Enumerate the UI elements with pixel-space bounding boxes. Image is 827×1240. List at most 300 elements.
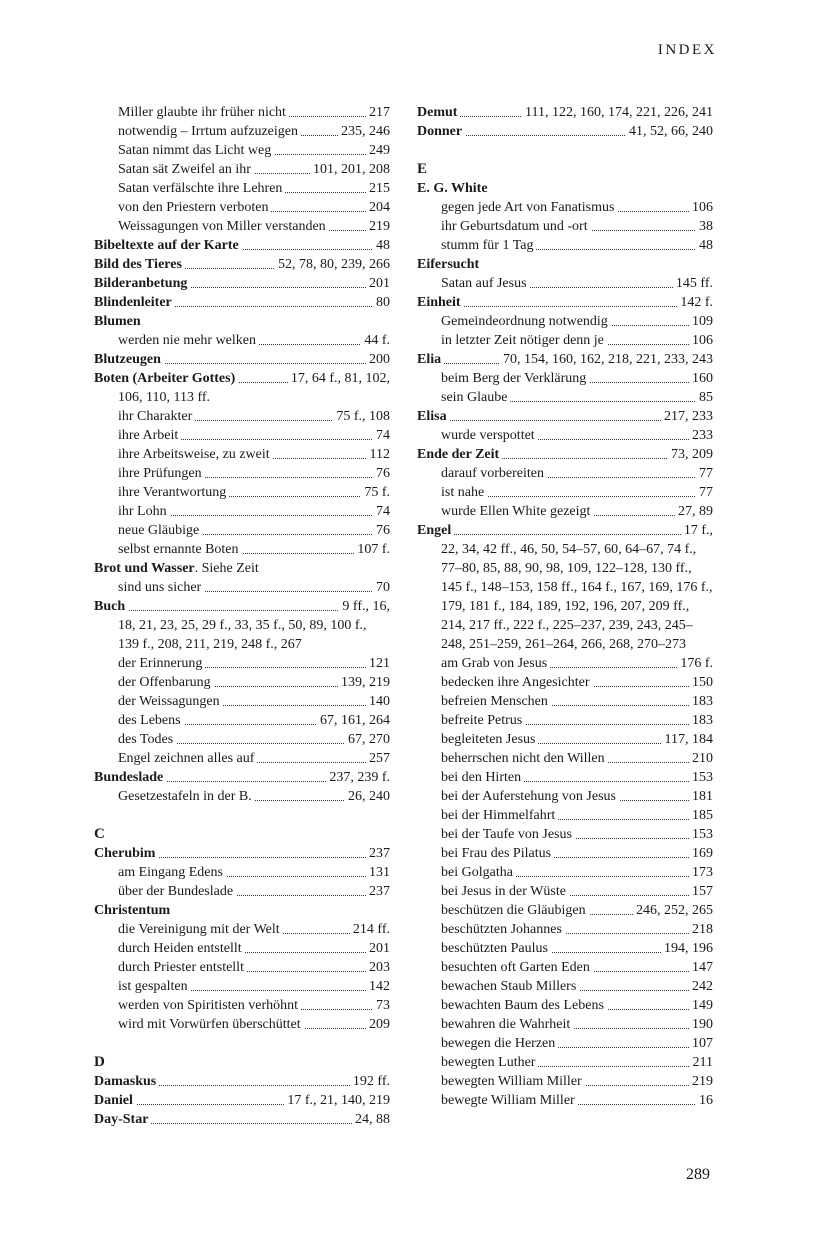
entry-page-refs: 74 (373, 502, 390, 521)
entry-term: ihre Arbeit (118, 426, 181, 445)
entry-term: sind uns sicher (118, 578, 204, 597)
entry-term (94, 369, 238, 388)
index-subentry (94, 578, 390, 597)
entry-term: Satan auf Jesus (441, 274, 530, 293)
index-entry (94, 768, 390, 787)
index-subentry (94, 787, 390, 806)
entry-page-refs: 233 (689, 426, 713, 445)
entry-term: Satan nimmt das Licht weg (118, 141, 274, 160)
entry-page-refs: 173 (689, 863, 713, 882)
entry-page-refs: 107 f. (354, 540, 390, 559)
index-entry (417, 179, 713, 198)
entry-term: ihre Verantwortung (118, 483, 229, 502)
index-subentry (417, 312, 713, 331)
entry-page-refs: 217, 233 (661, 407, 713, 426)
entry-page-refs: 203 (366, 958, 390, 977)
entry-term: Satan verfälschte ihre Lehren (118, 179, 285, 198)
entry-page-refs: 185 (689, 806, 713, 825)
entry-keyword: Engel (417, 523, 452, 538)
index-subentry (417, 464, 713, 483)
entry-page-refs: 147 (689, 958, 713, 977)
entry-keyword: Elia (417, 352, 442, 367)
index-entry (417, 521, 713, 540)
index-subentry (417, 882, 713, 901)
index-subentry (417, 673, 713, 692)
running-head: INDEX (657, 42, 717, 58)
index-entry (417, 255, 713, 274)
entry-keyword: Day-Star (94, 1112, 149, 1127)
page-number: 289 (686, 1166, 710, 1183)
entry-page-refs: 235, 246 (338, 122, 390, 141)
entry-page-refs: 112 (367, 445, 390, 464)
index-subentry (94, 198, 390, 217)
index-subentry (94, 730, 390, 749)
index-subentry (417, 654, 713, 673)
index-column-right (417, 103, 713, 1110)
index-subentry (94, 217, 390, 236)
entry-term: am Eingang Edens (118, 863, 226, 882)
entry-term (94, 1091, 136, 1110)
index-subentry (94, 711, 390, 730)
entry-page-refs: 77 (696, 464, 713, 483)
entry-term: bewahren die Wahrheit (441, 1015, 573, 1034)
entry-term: beim Berg der Verklärung (441, 369, 589, 388)
entry-page-refs: 85 (696, 388, 713, 407)
entry-term: Miller glaubte ihr früher nicht (118, 103, 289, 122)
index-subentry (94, 673, 390, 692)
index-subentry (94, 882, 390, 901)
entry-term (94, 844, 158, 863)
index-subentry (417, 901, 713, 920)
entry-term: am Grab von Jesus (441, 654, 550, 673)
entry-term: Gemeindeordnung notwendig (441, 312, 611, 331)
entry-page-refs: 183 (689, 711, 713, 730)
index-subentry (417, 1053, 713, 1072)
entry-page-refs: 106 (689, 198, 713, 217)
index-subentry (417, 996, 713, 1015)
index-entry (94, 1091, 390, 1110)
entry-term (94, 236, 242, 255)
entry-page-refs: 142 (366, 977, 390, 996)
entry-page-refs: 237, 239 f. (326, 768, 390, 787)
index-subentry (417, 1091, 713, 1110)
entry-keyword: Brot und Wasser (94, 561, 195, 576)
entry-page-refs: 237 (366, 844, 390, 863)
entry-page-refs: 204 (366, 198, 390, 217)
entry-page-refs: 190 (689, 1015, 713, 1034)
entry-page-refs: 9 ff., 16, (339, 597, 390, 616)
entry-page-refs: 109 (689, 312, 713, 331)
index-subentry (94, 502, 390, 521)
entry-page-refs: 77 (696, 483, 713, 502)
entry-keyword: Blindenleiter (94, 295, 172, 310)
index-subentry (417, 958, 713, 977)
entry-term: Engel zeichnen alles auf (118, 749, 257, 768)
entry-page-refs: 17 f., (681, 521, 713, 540)
entry-term (94, 312, 144, 331)
entry-page-refs: 117, 184 (662, 730, 713, 749)
index-letter-heading: D (94, 1054, 105, 1070)
entry-term: der Erinnerung (118, 654, 205, 673)
index-subentry (417, 198, 713, 217)
entry-page-refs: 237 (366, 882, 390, 901)
entry-term: bei der Auferstehung von Jesus (441, 787, 619, 806)
entry-term (417, 122, 465, 141)
index-subentry (417, 274, 713, 293)
entry-term: gegen jede Art von Fanatismus (441, 198, 617, 217)
index-subentry (417, 787, 713, 806)
index-subentry (94, 749, 390, 768)
index-subentry (94, 939, 390, 958)
entry-page-refs: 201 (366, 274, 390, 293)
index-subentry (417, 331, 713, 350)
entry-term: Gesetzestafeln in der B. (118, 787, 255, 806)
entry-term: bewachen Staub Millers (441, 977, 579, 996)
entry-page-refs: 214 ff. (350, 920, 390, 939)
entry-term: selbst ernannte Boten (118, 540, 242, 559)
entry-page-refs: 181 (689, 787, 713, 806)
entry-page-refs: 183 (689, 692, 713, 711)
entry-term (94, 255, 185, 274)
index-subentry (417, 806, 713, 825)
entry-page-refs: 75 f. (361, 483, 390, 502)
index-entry (94, 844, 390, 863)
entry-term: die Vereinigung mit der Welt (118, 920, 283, 939)
index-subentry (94, 1015, 390, 1034)
entry-page-refs: 41, 52, 66, 240 (626, 122, 713, 141)
entry-keyword: Bild des Tieres (94, 257, 182, 272)
entry-page-refs: 76 (373, 464, 390, 483)
index-entry (94, 236, 390, 255)
entry-page-refs: 142 f. (677, 293, 713, 312)
entry-page-refs: 139, 219 (338, 673, 390, 692)
entry-keyword: Demut (417, 105, 458, 120)
entry-term (94, 1072, 159, 1091)
entry-term: ihre Prüfungen (118, 464, 205, 483)
entry-term: durch Priester entstellt (118, 958, 247, 977)
index-subentry (417, 369, 713, 388)
entry-page-refs: 24, 88 (352, 1110, 390, 1129)
entry-keyword: Bibeltexte auf der Karte (94, 238, 239, 253)
index-subentry (417, 388, 713, 407)
entry-page-refs: 52, 78, 80, 239, 266 (275, 255, 390, 274)
index-subentry (417, 920, 713, 939)
entry-page-refs: 153 (689, 768, 713, 787)
index-subentry (94, 692, 390, 711)
entry-term (417, 293, 464, 312)
entry-page-refs: 44 f. (361, 331, 390, 350)
index-subentry (417, 825, 713, 844)
index-subentry (417, 844, 713, 863)
entry-term (94, 274, 190, 293)
index-subentry (417, 749, 713, 768)
entry-page-refs: 70 (373, 578, 390, 597)
entry-term: befreite Petrus (441, 711, 525, 730)
entry-page-refs: 80 (373, 293, 390, 312)
index-subentry (417, 730, 713, 749)
entry-term (417, 350, 444, 369)
index-subentry (94, 996, 390, 1015)
entry-page-refs: 26, 240 (345, 787, 390, 806)
entry-keyword: Cherubim (94, 846, 156, 861)
entry-term: Weissagungen von Miller verstanden (118, 217, 329, 236)
index-subentry (94, 654, 390, 673)
entry-term: ist nahe (441, 483, 487, 502)
entry-page-refs: 246, 252, 265 (633, 901, 713, 920)
index-entry (94, 274, 390, 293)
entry-term: beschützten Paulus (441, 939, 551, 958)
entry-page-refs: 101, 201, 208 (310, 160, 390, 179)
entry-term (94, 768, 166, 787)
index-subentry (417, 483, 713, 502)
index-subentry (94, 179, 390, 198)
entry-term: bedecken ihre Angesichter (441, 673, 593, 692)
entry-term: werden von Spiritisten verhöhnt (118, 996, 301, 1015)
index-subentry (417, 502, 713, 521)
index-subentry (94, 464, 390, 483)
index-entry (94, 350, 390, 369)
index-subentry (417, 863, 713, 882)
entry-page-refs: 145 ff. (673, 274, 713, 293)
index-entry (417, 350, 713, 369)
index-entry (94, 369, 390, 388)
entry-keyword: Buch (94, 599, 126, 614)
entry-term: bei Golgatha (441, 863, 516, 882)
entry-term (417, 521, 454, 540)
index-subentry (94, 407, 390, 426)
entry-page-refs: 140 (366, 692, 390, 711)
entry-keyword: Blutzeugen (94, 352, 161, 367)
entry-page-refs: 210 (689, 749, 713, 768)
entry-cross-reference: . Siehe Zeit (194, 561, 259, 576)
entry-term (94, 901, 173, 920)
index-subentry (94, 426, 390, 445)
index-subentry (417, 939, 713, 958)
entry-keyword: Blumen (94, 314, 141, 329)
entry-term: über der Bundeslade (118, 882, 236, 901)
entry-keyword: Bundeslade (94, 770, 164, 785)
entry-keyword: Christentum (94, 903, 171, 918)
index-entry (94, 597, 390, 616)
entry-term: Satan sät Zweifel an ihr (118, 160, 254, 179)
entry-page-refs: 67, 161, 264 (317, 711, 390, 730)
index-subentry (417, 426, 713, 445)
index-entry (417, 103, 713, 122)
index-subentry (94, 122, 390, 141)
entry-page-refs: 176 f. (677, 654, 713, 673)
entry-term (94, 597, 128, 616)
entry-page-refs: 219 (689, 1072, 713, 1091)
index-subentry (94, 540, 390, 559)
entry-term: bewegen die Herzen (441, 1034, 558, 1053)
entry-term: bei Jesus in der Wüste (441, 882, 569, 901)
entry-keyword: Ende der Zeit (417, 447, 500, 462)
entry-term: begleiteten Jesus (441, 730, 538, 749)
entry-term (417, 255, 482, 274)
index-subentry (94, 331, 390, 350)
entry-keyword: Daniel (94, 1093, 133, 1108)
index-subentry (94, 521, 390, 540)
index-entry (417, 293, 713, 312)
entry-page-refs: 75 f., 108 (333, 407, 390, 426)
index-subentry (94, 958, 390, 977)
entry-term (417, 407, 450, 426)
index-subentry (417, 977, 713, 996)
entry-term: wird mit Vorwürfen überschüttet (118, 1015, 304, 1034)
entry-keyword: Boten (Arbeiter Gottes) (94, 371, 236, 386)
entry-term: bewegten William Miller (441, 1072, 585, 1091)
index-subentry (94, 103, 390, 122)
index-subentry (417, 768, 713, 787)
index-entry (94, 1110, 390, 1129)
entry-term: bei Frau des Pilatus (441, 844, 554, 863)
entry-term (417, 179, 491, 198)
entry-page-refs: 209 (366, 1015, 390, 1034)
entry-term: der Offenbarung (118, 673, 214, 692)
index-subentry (94, 445, 390, 464)
entry-page-refs: 48 (373, 236, 390, 255)
entry-page-refs: 169 (689, 844, 713, 863)
entry-term: ist gespalten (118, 977, 191, 996)
index-subentry (417, 217, 713, 236)
entry-page-refs: 67, 270 (345, 730, 390, 749)
index-entry-continuation: 106, 110, 113 ff. (118, 390, 211, 405)
entry-term (417, 103, 460, 122)
entry-term: besuchten oft Garten Eden (441, 958, 593, 977)
entry-page-refs: 201 (366, 939, 390, 958)
entry-page-refs: 70, 154, 160, 162, 218, 221, 233, 243 (500, 350, 713, 369)
entry-keyword: E. G. White (417, 181, 488, 196)
entry-term: werden nie mehr welken (118, 331, 259, 350)
entry-term: des Lebens (118, 711, 184, 730)
index-subentry (417, 711, 713, 730)
entry-page-refs: 73 (373, 996, 390, 1015)
index-subentry (417, 1072, 713, 1091)
entry-term (94, 1110, 151, 1129)
entry-page-refs: 192 ff. (350, 1072, 390, 1091)
entry-page-refs: 200 (366, 350, 390, 369)
entry-term: ihre Arbeitsweise, zu zweit (118, 445, 273, 464)
index-subentry (417, 1034, 713, 1053)
entry-term: beherrschen nicht den Willen (441, 749, 608, 768)
entry-term: durch Heiden entstellt (118, 939, 245, 958)
entry-page-refs: 38 (696, 217, 713, 236)
index-subentry (94, 863, 390, 882)
entry-term: beschützten Johannes (441, 920, 565, 939)
entry-page-refs: 150 (689, 673, 713, 692)
entry-page-refs: 111, 122, 160, 174, 221, 226, 241 (522, 103, 713, 122)
entry-keyword: Eifersucht (417, 257, 480, 272)
index-entry (94, 901, 390, 920)
index-entry (94, 1072, 390, 1091)
entry-keyword: Einheit (417, 295, 461, 310)
entry-term (94, 350, 164, 369)
index-subentry (417, 236, 713, 255)
entry-term: bewegten Luther (441, 1053, 538, 1072)
entry-page-refs: 194, 196 (661, 939, 713, 958)
index-subentry (94, 920, 390, 939)
entry-term: ihr Geburtsdatum und -ort (441, 217, 591, 236)
index-subentry (94, 483, 390, 502)
entry-page-refs: 121 (366, 654, 390, 673)
entry-page-refs: 219 (366, 217, 390, 236)
index-entry (417, 122, 713, 141)
entry-term (94, 293, 175, 312)
entry-page-refs: 73, 209 (668, 445, 713, 464)
index-entry-continuation: 22, 34, 42 ff., 46, 50, 54–57, 60, 64–67, 74 f., 77–80, 85, 88, 90, 98, 109, 122–128, 130 ff., 145 f., 148–153, 158 ff., 164 f., 167, 169, 176 f., 179, 181 f., 184, 189, 192, 196, 207, 209 ff., 214, 217 ff., 222 f., 225–237, 239, 243, 245–248, 251–259, 261–264, 266, 268, 270–273 (441, 542, 713, 652)
entry-term: des Todes (118, 730, 176, 749)
entry-page-refs: 249 (366, 141, 390, 160)
entry-term: ihr Charakter (118, 407, 195, 426)
entry-term: befreien Menschen (441, 692, 551, 711)
entry-term: notwendig – Irrtum aufzuzeigen (118, 122, 301, 141)
entry-term: wurde Ellen White gezeigt (441, 502, 593, 521)
entry-term: bei der Himmelfahrt (441, 806, 558, 825)
entry-page-refs: 48 (696, 236, 713, 255)
index-entry (417, 407, 713, 426)
entry-term: bewegte William Miller (441, 1091, 578, 1110)
entry-term: sein Glaube (441, 388, 510, 407)
index-letter-heading: C (94, 826, 105, 842)
entry-page-refs: 27, 89 (675, 502, 713, 521)
entry-keyword: Bilderanbetung (94, 276, 188, 291)
entry-page-refs: 157 (689, 882, 713, 901)
entry-keyword: Elisa (417, 409, 447, 424)
entry-page-refs: 211 (690, 1053, 713, 1072)
entry-page-refs: 76 (373, 521, 390, 540)
entry-term (94, 559, 262, 578)
index-entry (417, 445, 713, 464)
index-entry (94, 255, 390, 274)
entry-term: von den Priestern verboten (118, 198, 271, 217)
entry-page-refs: 17, 64 f., 81, 102, (288, 369, 390, 388)
entry-term: neue Gläubige (118, 521, 202, 540)
entry-term: beschützen die Gläubigen (441, 901, 589, 920)
entry-keyword: Donner (417, 124, 463, 139)
entry-term: der Weissagungen (118, 692, 223, 711)
entry-page-refs: 17 f., 21, 140, 219 (284, 1091, 390, 1110)
index-subentry (94, 977, 390, 996)
entry-term: wurde verspottet (441, 426, 538, 445)
entry-page-refs: 242 (689, 977, 713, 996)
index-subentry (417, 1015, 713, 1034)
entry-page-refs: 218 (689, 920, 713, 939)
entry-page-refs: 107 (689, 1034, 713, 1053)
entry-term: in letzter Zeit nötiger denn je (441, 331, 607, 350)
entry-term: bewachten Baum des Lebens (441, 996, 607, 1015)
entry-page-refs: 74 (373, 426, 390, 445)
entry-page-refs: 16 (696, 1091, 713, 1110)
index-column-left (94, 103, 390, 1129)
dot-leader (417, 534, 713, 535)
entry-page-refs: 153 (689, 825, 713, 844)
index-subentry (94, 160, 390, 179)
entry-page-refs: 106 (689, 331, 713, 350)
entry-page-refs: 131 (366, 863, 390, 882)
index-entry (94, 559, 390, 578)
index-subentry (94, 141, 390, 160)
entry-page-refs: 217 (366, 103, 390, 122)
entry-term: bei der Taufe von Jesus (441, 825, 575, 844)
entry-term: stumm für 1 Tag (441, 236, 536, 255)
entry-page-refs: 257 (366, 749, 390, 768)
entry-term (417, 445, 502, 464)
index-letter-heading: E (417, 161, 428, 177)
index-entry (94, 312, 390, 331)
index-entry-continuation: 18, 21, 23, 25, 29 f., 33, 35 f., 50, 89, 100 f., 139 f., 208, 211, 219, 248 f., 267 (118, 618, 367, 652)
entry-term: ihr Lohn (118, 502, 170, 521)
entry-page-refs: 160 (689, 369, 713, 388)
